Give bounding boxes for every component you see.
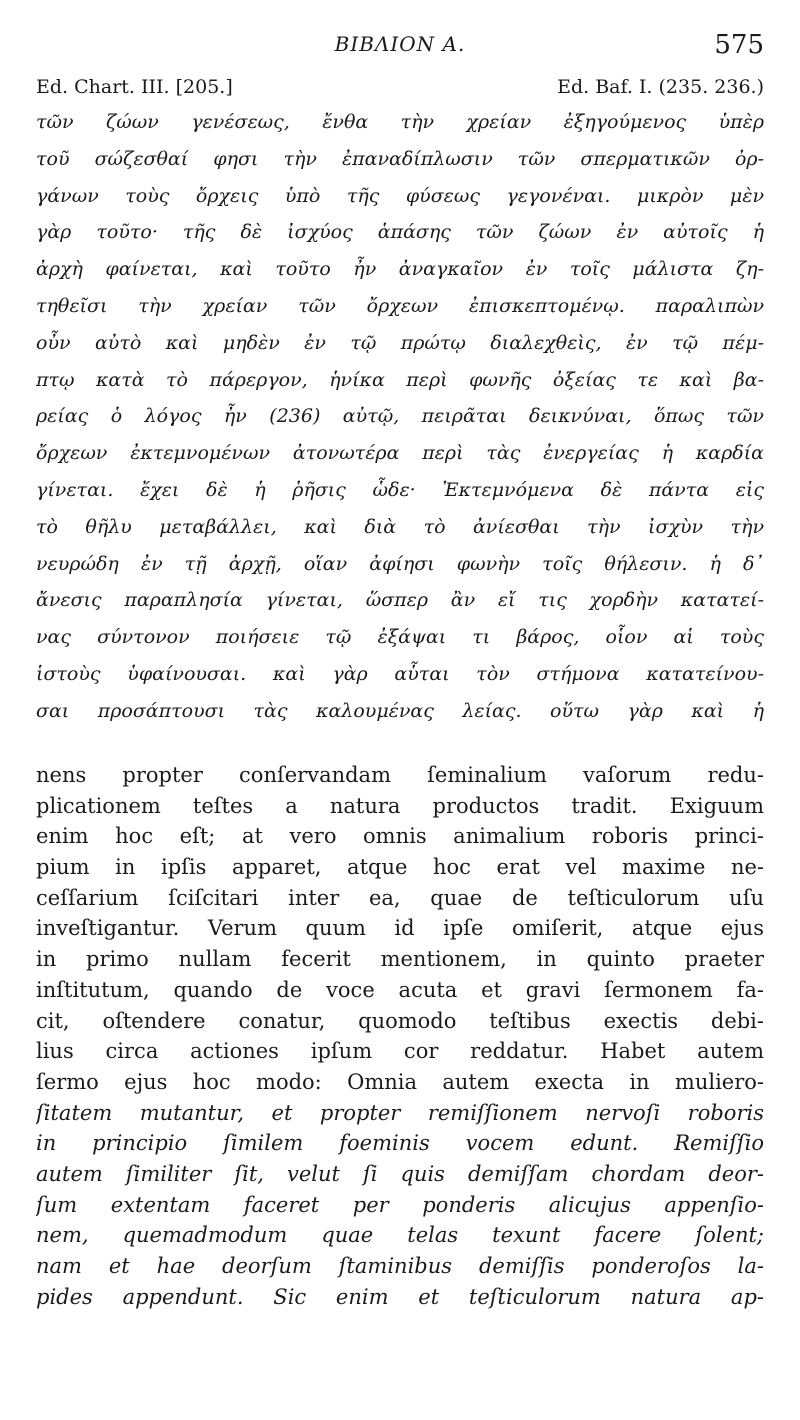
latin-quote-line: ſum extentam faceret per ponderis alicujus appenſio- <box>36 1192 764 1217</box>
edition-chart-reference: Ed. Chart. III. [205.] <box>36 76 233 98</box>
greek-line: ἀρχὴ φαίνεται, καὶ τοῦτο ἦν ἀναγκαῖον ἐν τοῖς μάλιστα ζη- <box>36 258 764 281</box>
greek-line: τῶν ζώων γενέσεως, ἔνθα τὴν χρείαν ἐξηγούμενος ὑπὲρ <box>36 111 764 133</box>
latin-quote-line: nam et hae deorſum ſtaminibus demiſſis ponderoſos la- <box>36 1254 764 1278</box>
page-number: 575 <box>714 30 764 60</box>
latin-line: pium in ipſis apparet, atque hoc erat vel maxime ne- <box>36 855 764 880</box>
running-head <box>0 30 800 62</box>
latin-line: inſtitutum, quando de voce acuta et gravi ſermonem fa- <box>36 977 764 1002</box>
greek-line: τηθεῖσι τὴν χρείαν τῶν ὄρχεων ἐπισκεπτομένῳ. παραλιπὼν <box>36 294 764 317</box>
edition-references <box>36 76 764 104</box>
latin-line: inveſtigantur. Verum quum id ipſe omiſerit, atque ejus <box>36 916 764 941</box>
edition-basel-reference: Ed. Baf. I. (235. 236.) <box>557 76 764 98</box>
latin-quote-line: autem ſimiliter ſit, velut ſi quis demiſſam chordam deor- <box>36 1161 764 1186</box>
greek-line: πτῳ κατὰ τὸ πάρεργον, ἡνίκα περὶ φωνῆς ὀξείας τε καὶ βα- <box>36 368 764 391</box>
latin-quote-line: in principio ſimilem foeminis vocem edunt. Remiſſio <box>36 1131 764 1156</box>
greek-line: τὸ θῆλυ μεταβάλλει, καὶ διὰ τὸ ἀνίεσθαι τὴν ἰσχὺν τὴν <box>36 515 764 538</box>
greek-line: οὖν αὐτὸ καὶ μηδὲν ἐν τῷ πρώτῳ διαλεχθεὶς, ἐν τῷ πέμ- <box>36 331 764 354</box>
greek-line: σαι προσάπτουσι τὰς καλουμένας λείας. οὕτω γὰρ καὶ ἡ <box>36 699 764 722</box>
greek-line: ὄρχεων ἐκτεμνομένων ἀτονωτέρα περὶ τὰς ἐνεργείας ἡ καρδία <box>36 442 764 465</box>
greek-line: ρείας ὁ λόγος ἦν (236) αὐτῷ, πειρᾶται δεικνύναι, ὅπως τῶν <box>36 405 764 428</box>
greek-line: γάνων τοὺς ὄρχεις ὑπὸ τῆς φύσεως γεγονέναι. μικρὸν μὲν <box>36 184 764 207</box>
greek-line: τοῦ σώζεσθαί φησι τὴν ἐπαναδίπλωσιν τῶν σπερματικῶν ὀρ- <box>36 147 764 170</box>
latin-quote-line: ſitatem mutantur, et propter remiſſionem nervoſi roboris <box>36 1100 764 1125</box>
latin-line: in primo nullam fecerit mentionem, in quinto praeter <box>36 947 764 972</box>
greek-line: γίνεται. ἔχει δὲ ἡ ῥῆσις ὧδε· Ἐκτεμνόμενα δὲ πάντα εἰς <box>36 478 764 501</box>
latin-line: lius circa actiones ipſum cor reddatur. Habet autem <box>36 1039 764 1064</box>
greek-line: ἄνεσις παραπλησία γίνεται, ὥσπερ ἂν εἴ τις χορδὴν κατατεί- <box>36 589 764 612</box>
latin-line: cit, oſtendere conatur, quomodo teſtibus exectis debi- <box>36 1008 764 1033</box>
greek-line: ἱστοὺς ὑφαίνουσαι. καὶ γὰρ αὗται τὸν στήμονα κατατείνου- <box>36 662 764 685</box>
latin-line: enim hoc eſt; at vero omnis animalium roboris princi- <box>36 824 764 849</box>
latin-text-block <box>36 760 764 1312</box>
latin-line: ſermo ejus hoc modo: Omnia autem execta in muliero- <box>36 1069 764 1094</box>
book-title: BIBΛΙΟΝ Α. <box>334 32 466 56</box>
greek-text-block <box>36 104 764 730</box>
latin-line: plicationem teſtes a natura productos tradit. Exiguum <box>36 793 764 818</box>
greek-line: γὰρ τοῦτο· τῆς δὲ ἰσχύος ἁπάσης τῶν ζώων ἐν αὐτοῖς ἡ <box>36 221 764 244</box>
greek-line: νευρώδη ἐν τῇ ἀρχῇ, οἵαν ἀφίησι φωνὴν τοῖς θήλεσιν. ἡ δ᾽ <box>36 552 764 575</box>
latin-line: ceſſarium ſciſcitari inter ea, quae de teſticulorum uſu <box>36 885 764 910</box>
latin-quote-line: nem, quemadmodum quae telas texunt facere ſolent; <box>36 1223 764 1248</box>
latin-quote-line: pides appendunt. Sic enim et teſticulorum natura ap- <box>36 1284 764 1309</box>
greek-line: νας σύντονον ποιήσειε τῷ ἐξάψαι τι βάρος, οἷον αἱ τοὺς <box>36 626 764 649</box>
latin-line: nens propter conſervandam ſeminalium vaſorum redu- <box>36 763 764 787</box>
